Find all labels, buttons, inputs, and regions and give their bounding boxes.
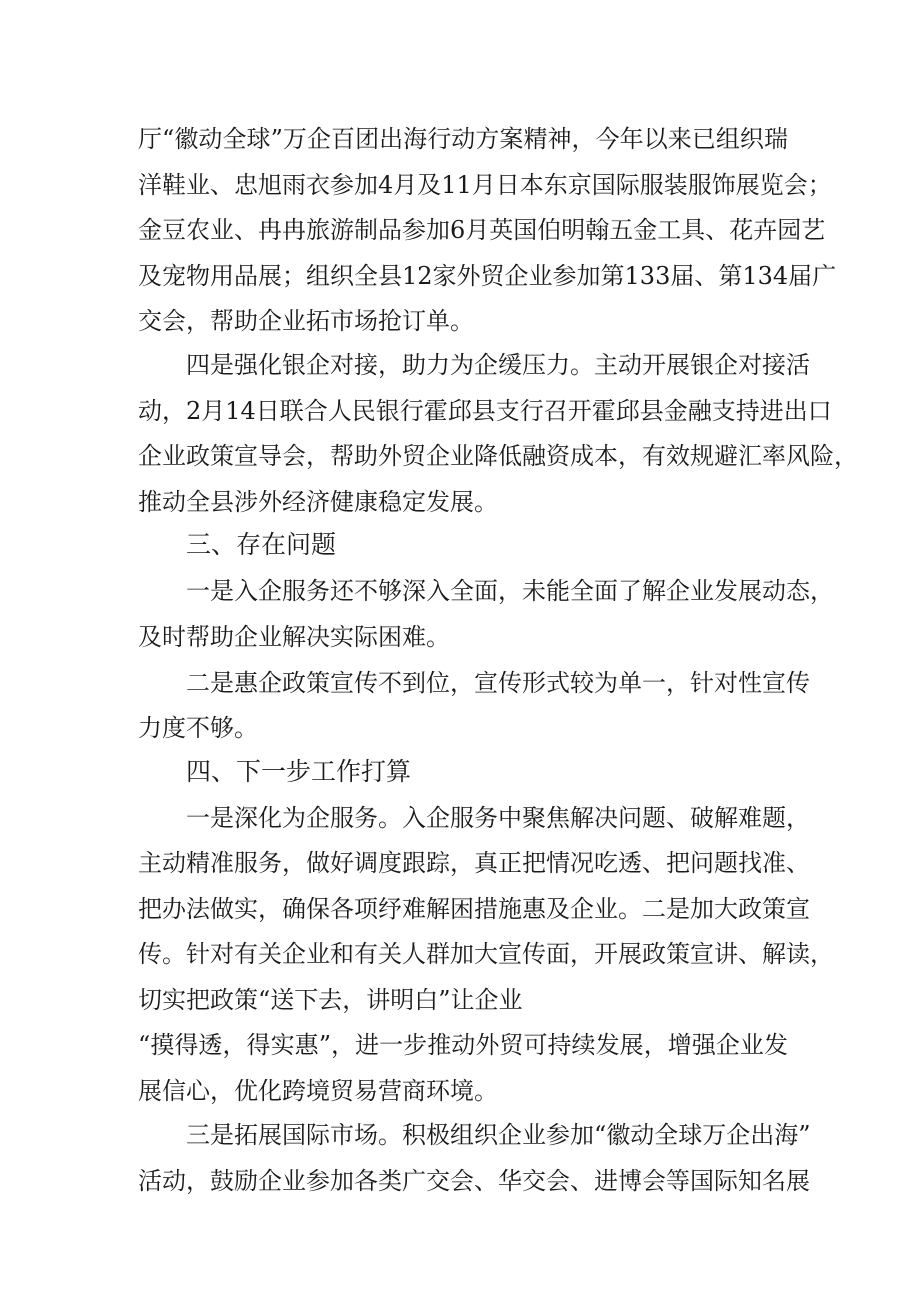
paragraph-line: 三是拓展国际市场。积极组织企业参加“徽动全球万企出海” [186,1121,811,1149]
section-heading-problems: 三、存在问题 [186,530,337,559]
paragraph-line: 及宠物用品展；组织全县12家外贸企业参加第133届、第134届广 [138,262,837,290]
paragraph-line: 四是强化银企对接，助力为企缓压力。主动开展银企对接活 [186,351,810,379]
paragraph-line: 主动精准服务，做好调度跟踪，真正把情况吃透、把问题找准、 [138,849,810,877]
paragraph-line: 传。针对有关企业和有关人群加大宣传面，开展政策宣讲、解读， [138,940,834,968]
section-heading-next-steps: 四、下一步工作打算 [186,757,412,786]
paragraph-line: 活动，鼓励企业参加各类广交会、华交会、进博会等国际知名展 [138,1167,810,1195]
paragraph-line: 一是入企服务还不够深入全面，未能全面了解企业发展动态， [186,577,834,605]
paragraph-line: 切实把政策“送下去，讲明白”让企业 [138,986,523,1014]
paragraph-line: 洋鞋业、忠旭雨衣参加4月及11月日本东京国际服装服饰展览会； [138,171,832,199]
paragraph-line: 金豆农业、冉冉旅游制品参加6月英国伯明翰五金工具、花卉园艺 [138,216,826,244]
paragraph-line: 把办法做实，确保各项纾难解困措施惠及企业。二是加大政策宣 [138,895,810,923]
paragraph-line: “摸得透，得实惠”，进一步推动外贸可持续发展，增强企业发 [138,1031,788,1059]
paragraph-line: 二是惠企政策宣传不到位，宣传形式较为单一，针对性宣传 [186,669,810,697]
paragraph-line: 推动全县涉外经济健康稳定发展。 [138,488,498,516]
paragraph-line: 交会，帮助企业拓市场抢订单。 [138,307,474,335]
paragraph-line: 一是深化为企服务。入企服务中聚焦解决问题、破解难题， [186,804,810,832]
paragraph-line: 厅“徽动全球”万企百团出海行动方案精神，今年以来已组织瑞 [138,125,788,153]
paragraph-line: 及时帮助企业解决实际困难。 [138,623,450,651]
paragraph-line: 展信心，优化跨境贸易营商环境。 [138,1077,498,1105]
paragraph-line: 力度不够。 [138,714,258,742]
paragraph-line: 企业政策宣导会，帮助外贸企业降低融资成本，有效规避汇率风险， [138,442,858,470]
paragraph-line: 动，2月14日联合人民银行霍邱县支行召开霍邱县金融支持进出口 [138,397,832,425]
